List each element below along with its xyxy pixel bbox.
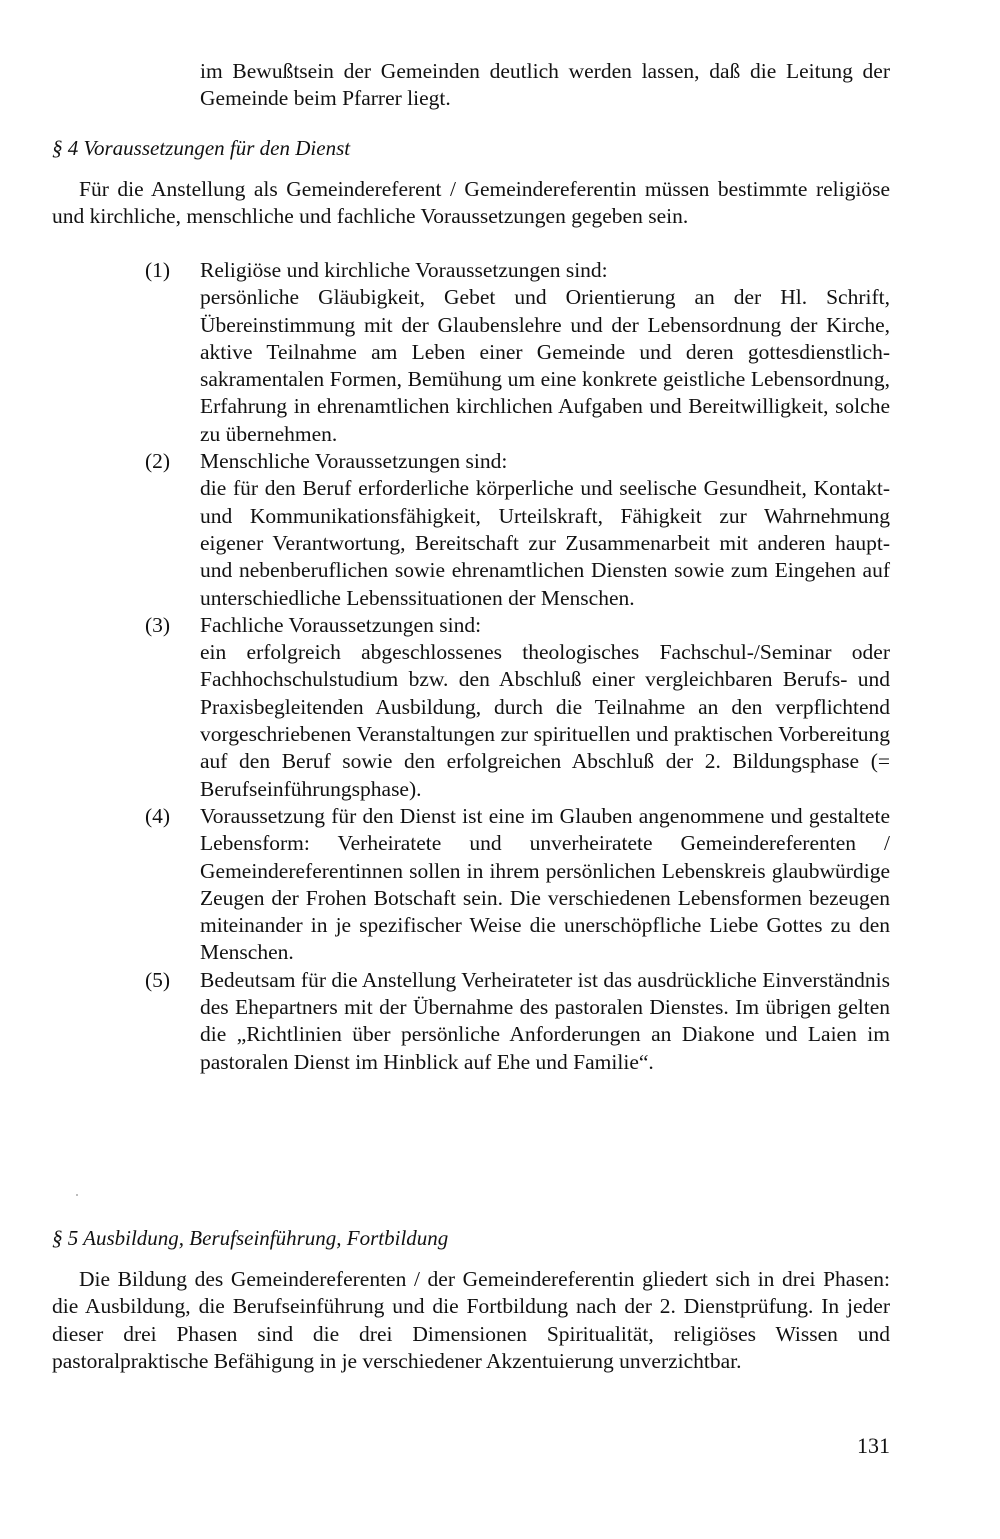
section-4-paragraph: Für die Anstellung als Gemeindereferent / Gemeindereferentin müssen bestimmte religiöse und kirchliche, menschliche und fachliche Voraussetzungen gegeben sein. xyxy=(52,177,890,229)
intro-paragraph: im Bewußtsein der Gemeinden deutlich werden lassen, daß die Leitung der Gemeinde beim Pfarrer liegt. xyxy=(200,59,890,111)
item-number: (3) xyxy=(145,612,171,637)
item-body: ein erfolgreich abgeschlossenes theologisches Fachschul-/Seminar oder Fachhochschulstudium bzw. den Abschluß einer vergleichbaren Berufs- und Praxisbegleitenden Ausbildung, durch die Teilnahme an den verpflichtend vorgeschriebenen Veranstaltungen zur spirituellen und praktischen Vorbereitung auf den Beruf sowie den erfolgreichen Abschluß der 2. Bildungsphase (= Berufseinführungsphase). xyxy=(200,640,890,801)
item-number: (4) xyxy=(145,803,171,828)
item-number: (5) xyxy=(145,967,171,992)
item-body: Bedeutsam für die Anstellung Verheirateter ist das ausdrückliche Einverständnis des Ehepartners mit der Übernahme des pastoralen Dienstes. Im übrigen gelten die „Richtlinien über persönliche Anforderungen an Diakone und Laien im pastoralen Dienst im Hinblick auf Ehe und Familie“. xyxy=(200,967,890,1074)
item-number: (2) xyxy=(145,449,171,474)
item-body: persönliche Gläubigkeit, Gebet und Orientierung an der Hl. Schrift, Übereinstimmung mit der Glaubenslehre und der Lebensordnung der Kirche, aktive Teilnahme am Leben einer Gemeinde und deren gottesdienstlich-sakramentalen Formen, Bemühung um eine konkrete geistliche Lebensordnung, Erfahrung in ehrenamtlichen kirchlichen Aufgaben und Bereitwilligkeit, solche zu übernehmen. xyxy=(200,285,890,446)
list-item xyxy=(145,257,890,448)
list-item xyxy=(145,612,890,803)
section-4-heading: § 4 Voraussetzungen für den Dienst xyxy=(52,136,351,160)
item-lead: Religiöse und kirchliche Voraussetzungen sind: xyxy=(200,258,608,282)
page-number: 131 xyxy=(857,1433,890,1458)
section-5-heading: § 5 Ausbildung, Berufseinführung, Fortbildung xyxy=(52,1226,449,1250)
item-lead: Menschliche Voraussetzungen sind: xyxy=(200,449,508,474)
list-item xyxy=(145,967,890,1076)
item-body: Voraussetzung für den Dienst ist eine im Glauben angenommene und gestaltete Lebensform: Verheiratete und unverheiratete Gemeindereferenten / Gemeindereferentinnen sollen in ihrem persönlichen Lebenskreis glaubwürdige Zeugen der Frohen Botschaft sein. Die verschiedenen Lebensformen bezeugen miteinander in je spezifischer Weise die unerschöpfliche Liebe Gottes zu den Menschen. xyxy=(200,803,890,965)
item-lead: Fachliche Voraussetzungen sind: xyxy=(200,612,482,637)
list-item xyxy=(145,448,890,612)
list-item xyxy=(145,803,890,967)
item-body: die für den Beruf erforderliche körperliche und seelische Gesundheit, Kontakt- und Kommunikationsfähigkeit, Urteilskraft, Fähigkeit zur Wahrnehmung eigener Verantwortung, Bereitschaft zur Zusammenarbeit mit anderen haupt- und nebenberuflichen sowie ehrenamtlichen Diensten sowie zum Eingehen auf unterschiedliche Lebenssituationen der Menschen. xyxy=(200,476,890,610)
scan-speck xyxy=(76,1194,78,1196)
item-number: (1) xyxy=(145,258,171,282)
section-5-paragraph: Die Bildung des Gemeindereferenten / der Gemeindereferentin gliedert sich in drei Phasen: die Ausbildung, die Berufseinführung und die Fortbildung nach der 2. Dienstprüfung. In jeder dieser drei Phasen sind die drei Dimensionen Spiritualität, religiöses Wissen und pastoralpraktische Befähigung in je verschiedener Akzentuierung unverzichtbar. xyxy=(52,1267,890,1373)
requirements-list xyxy=(145,257,890,1076)
